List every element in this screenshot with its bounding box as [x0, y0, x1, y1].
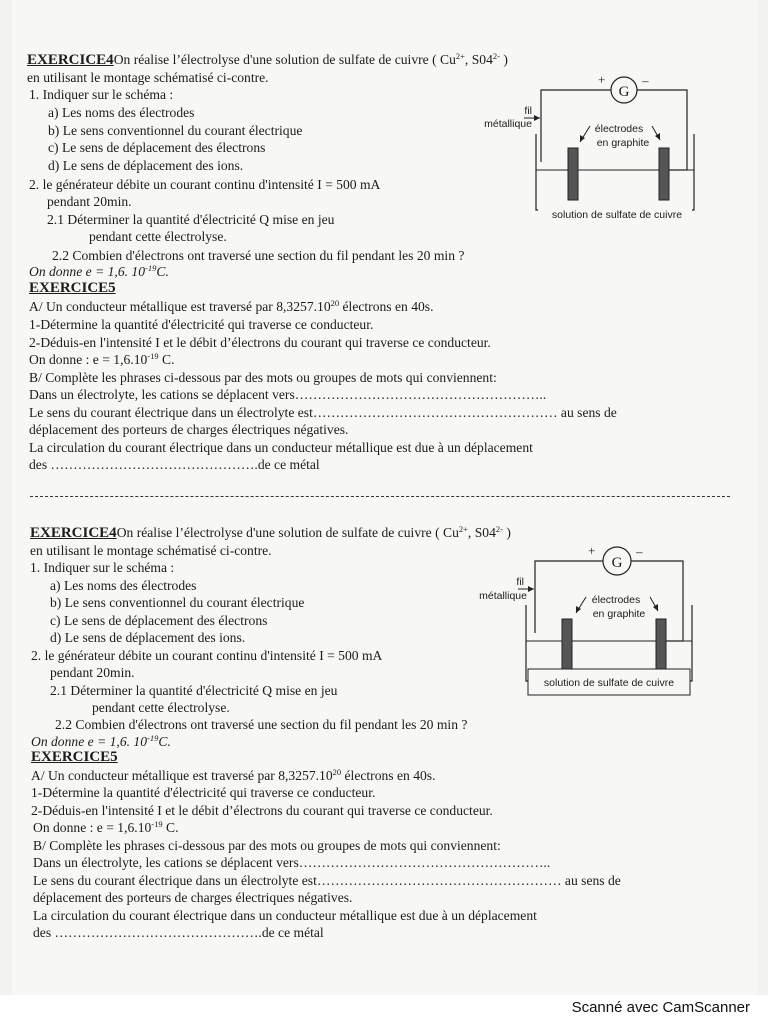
exercise5-line: 2-Déduis-en l'intensité I et le débit d’électrons du courant qui traverse ce conducteur. [31, 803, 493, 818]
solution-label: solution de sulfate de cuivre [543, 677, 675, 689]
exercise4-question: c) Le sens de déplacement des électrons [48, 140, 266, 155]
wire-label-2: métallique [484, 118, 532, 130]
exercise4-question: d) Le sens de déplacement des ions. [48, 158, 244, 173]
exercise5-line: La circulation du courant électrique dans un conducteur métallique est due à un déplacement [33, 908, 537, 923]
exercise4-question: 2.1 Déterminer la quantité d'électricité Q mise en jeu [47, 212, 335, 227]
exercise4-question: d) Le sens de déplacement des ions. [50, 630, 246, 645]
arrow-icon [534, 115, 540, 121]
exercise4-question: pendant 20min. [50, 665, 135, 680]
exercise5-line: des ……………………………………….de ce métal [33, 925, 324, 940]
left-electrode [568, 148, 578, 200]
exercise4-question: 1. Indiquer sur le schéma : [29, 87, 174, 102]
exercise4-line: en utilisant le montage schématisé ci-contre. [27, 70, 269, 85]
exercise5-line: déplacement des porteurs de charges électriques négatives. [33, 890, 353, 905]
generator-label: G [618, 84, 630, 100]
generator-label: G [611, 555, 623, 571]
electrodes-label: électrodes [594, 123, 644, 135]
wire-label-2: métallique [479, 590, 527, 602]
exercise4-question: b) Le sens conventionnel du courant électrique [50, 595, 305, 610]
exercise4-question: 2. le générateur débite un courant continu d'intensité I = 500 mA [29, 177, 381, 192]
left-electrode [562, 619, 572, 671]
right-electrode [659, 148, 669, 200]
minus-sign: – [636, 544, 643, 559]
exercise5-line: A/ Un conducteur métallique est traversé par 8,3257.10$^{20}$ électrons en 40s. [29, 298, 434, 314]
exercise5-line: Dans un électrolyte, les cations se déplacent vers……………………………………………….. [29, 387, 547, 402]
electrolysis-diagram [470, 541, 695, 701]
exercise5-line: 2-Déduis-en l'intensité I et le débit d’électrons du courant qui traverse ce conducteur. [29, 335, 491, 350]
exercise4-question: 2.2 Combien d'électrons ont traversé une section du fil pendant les 20 min ? [52, 248, 465, 263]
exercise4-heading: EXERCICE4On réalise l’électrolyse d'une solution de sulfate de cuivre ( $Cu^{2+}$, $S04^{2-}$ ) [30, 524, 511, 541]
electrodes-label: électrodes [591, 594, 641, 606]
exercise5-given: On donne : $e = 1,6.10^{-19}$ C. [29, 351, 175, 367]
exercise5-line: Le sens du courant électrique dans un électrolyte est……………………………………………… au sens de [29, 405, 617, 420]
exercise4-question: c) Le sens de déplacement des électrons [50, 613, 268, 628]
exercise4-question: pendant 20min. [47, 194, 132, 209]
plus-sign: + [598, 72, 606, 87]
exercise4-heading: EXERCICE4On réalise l’électrolyse d'une solution de sulfate de cuivre ( $Cu^{2+}$, $S04^{2-}$ ) [27, 51, 508, 68]
exercise5-title: EXERCICE5 [31, 749, 118, 765]
exercise4-title: EXERCICE4 [30, 525, 117, 541]
exercise5-line: B/ Complète les phrases ci-dessous par des mots ou groupes de mots qui conviennent: [33, 838, 501, 853]
exercise4-question: a) Les noms des électrodes [48, 105, 195, 120]
exercise4-question: 2.1 Déterminer la quantité d'électricité Q mise en jeu [50, 683, 338, 698]
minus-sign: – [642, 73, 649, 88]
exercise5-line: déplacement des porteurs de charges électriques négatives. [29, 422, 349, 437]
wire-label: fil [516, 576, 524, 588]
exercise5-line: Le sens du courant électrique dans un électrolyte est……………………………………………… au sens de [33, 873, 621, 888]
exercise4-question: 1. Indiquer sur le schéma : [30, 560, 175, 575]
exercise5-line: 1-Détermine la quantité d'électricité qui traverse ce conducteur. [31, 785, 376, 800]
exercise4-title: EXERCICE4 [27, 52, 114, 68]
exercise5-line: Dans un électrolyte, les cations se déplacent vers……………………………………………….. [33, 855, 551, 870]
right-electrode [656, 619, 666, 671]
plus-sign: + [588, 543, 596, 558]
exercise5-line: B/ Complète les phrases ci-dessous par des mots ou groupes de mots qui conviennent: [29, 370, 497, 385]
exercise5-line: 1-Détermine la quantité d'électricité qui traverse ce conducteur. [29, 317, 374, 332]
exercise5-title: EXERCICE5 [29, 280, 116, 296]
dashed-separator [30, 496, 730, 497]
exercise5-line: La circulation du courant électrique dans un conducteur métallique est due à un déplacement [29, 440, 533, 455]
exercise5-line: des ……………………………………….de ce métal [29, 457, 320, 472]
exercise4-question: pendant cette électrolyse. [92, 700, 230, 715]
exercise4-given: On donne e = 1,6. $10^{-19}C$. [31, 733, 171, 749]
exercise4-question: b) Le sens conventionnel du courant électrique [48, 123, 303, 138]
electrodes-label-2: en graphite [596, 137, 650, 149]
arrow-icon [528, 586, 534, 592]
exercise4-question: 2.2 Combien d'électrons ont traversé une section du fil pendant les 20 min ? [55, 717, 468, 732]
arrow-icon [653, 604, 658, 611]
exercise4-question: a) Les noms des électrodes [50, 578, 197, 593]
exercise4-given: On donne e = 1,6. $10^{-19}C$. [29, 263, 169, 279]
exercise4-question: 2. le générateur débite un courant continu d'intensité I = 500 mA [31, 648, 383, 663]
electrodes-label-2: en graphite [592, 608, 646, 620]
solution-label: solution de sulfate de cuivre [551, 209, 683, 221]
exercise4-question: pendant cette électrolyse. [89, 229, 227, 244]
wire-label: fil [524, 105, 532, 117]
camscanner-watermark: Scanné avec CamScanner [571, 999, 750, 1016]
exercise5-line: A/ Un conducteur métallique est traversé par 8,3257.10$^{20}$ électrons en 40s. [31, 767, 436, 783]
electrolysis-diagram [476, 70, 696, 230]
exercise5-given: On donne : $e = 1,6.10^{-19}$ C. [33, 819, 179, 835]
arrow-icon [655, 133, 660, 140]
exercise4-line: en utilisant le montage schématisé ci-contre. [30, 543, 272, 558]
footer-bar [0, 995, 768, 1024]
